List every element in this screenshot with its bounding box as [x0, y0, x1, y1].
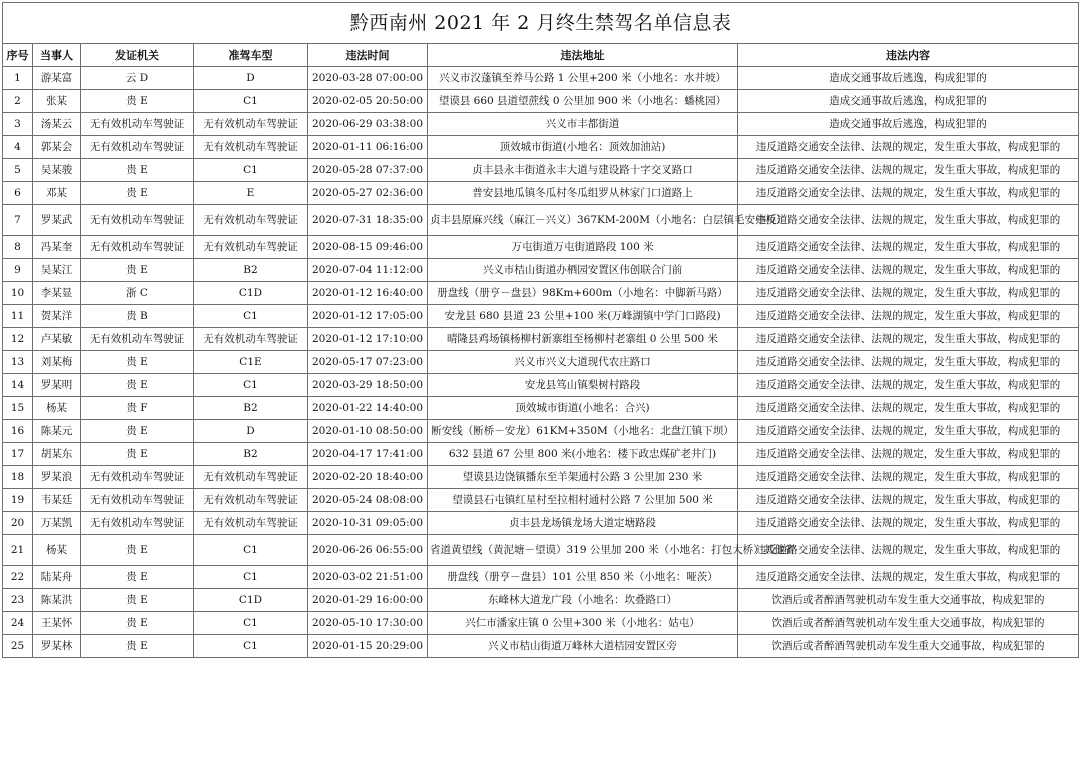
cell-content: 违反道路交通安全法律、法规的规定，发生重大事故，构成犯罪的 — [738, 466, 1079, 489]
cell-license-class: C1D — [194, 282, 308, 305]
cell-address: 晴隆县鸡场镇杨柳村新寨组至杨柳村老寨组 0 公里 500 米 — [428, 328, 738, 351]
table-row — [3, 443, 1079, 466]
cell-content: 造成交通事故后逃逸，构成犯罪的 — [738, 90, 1079, 113]
cell-name: 郭某会 — [33, 136, 81, 159]
table-row — [3, 182, 1079, 205]
cell-issuer: 贵 E — [81, 90, 194, 113]
table-row — [3, 635, 1079, 658]
cell-no: 4 — [3, 136, 33, 159]
cell-name: 刘某梅 — [33, 351, 81, 374]
cell-time: 2020-04-17 17:41:00 — [308, 443, 428, 466]
cell-address: 兴仁市潘家庄镇 0 公里+300 米（小地名：姑屯） — [428, 612, 738, 635]
table-row — [3, 420, 1079, 443]
cell-license-class: E — [194, 182, 308, 205]
cell-no: 12 — [3, 328, 33, 351]
table-row — [3, 159, 1079, 182]
cell-address: 省道黄望线（黄泥塘－望谟）319 公里加 200 米（小地名：打包大桥）其他省 — [428, 535, 738, 566]
cell-license-class: 无有效机动车驾驶证 — [194, 512, 308, 535]
cell-issuer: 贵 B — [81, 305, 194, 328]
cell-content: 违反道路交通安全法律、法规的规定，发生重大事故，构成犯罪的 — [738, 535, 1079, 566]
cell-content: 违反道路交通安全法律、法规的规定，发生重大事故，构成犯罪的 — [738, 236, 1079, 259]
cell-license-class: 无有效机动车驾驶证 — [194, 466, 308, 489]
cell-content: 违反道路交通安全法律、法规的规定，发生重大事故，构成犯罪的 — [738, 374, 1079, 397]
table-row — [3, 374, 1079, 397]
cell-issuer: 无有效机动车驾驶证 — [81, 113, 194, 136]
table-body — [3, 67, 1079, 658]
cell-name: 王某怀 — [33, 612, 81, 635]
cell-address: 望谟县 660 县道望蔗线 0 公里加 900 米（小地名：蟠桃园） — [428, 90, 738, 113]
cell-name: 杨某 — [33, 535, 81, 566]
cell-license-class: 无有效机动车驾驶证 — [194, 205, 308, 236]
table-row — [3, 589, 1079, 612]
table-row — [3, 90, 1079, 113]
cell-address: 贞丰县原麻兴线（麻江－兴义）367KM-200M（小地名：白层镇毛安中桥） — [428, 205, 738, 236]
ban-list-sheet — [2, 2, 1078, 759]
table-row — [3, 305, 1079, 328]
cell-name: 杨某 — [33, 397, 81, 420]
title-row — [3, 3, 1079, 44]
cell-name: 韦某廷 — [33, 489, 81, 512]
cell-name: 张某 — [33, 90, 81, 113]
cell-address: 兴义市丰都街道 — [428, 113, 738, 136]
table-row — [3, 282, 1079, 305]
cell-name: 游某富 — [33, 67, 81, 90]
cell-time: 2020-01-29 16:00:00 — [308, 589, 428, 612]
cell-time: 2020-01-11 06:16:00 — [308, 136, 428, 159]
table-row — [3, 205, 1079, 236]
cell-no: 17 — [3, 443, 33, 466]
header-address: 违法地址 — [428, 44, 738, 67]
cell-address: 望谟县石屯镇红星村至拉相村通村公路 7 公里加 500 米 — [428, 489, 738, 512]
cell-no: 14 — [3, 374, 33, 397]
cell-address: 东峰林大道龙广段（小地名：坎叠路口） — [428, 589, 738, 612]
cell-address: 册盘线（册亨－盘县）101 公里 850 米（小地名：哑茨） — [428, 566, 738, 589]
cell-name: 罗某林 — [33, 635, 81, 658]
table-title: 黔西南州 2021 年 2 月终生禁驾名单信息表 — [3, 3, 1079, 44]
ban-list-table — [2, 2, 1079, 658]
cell-content: 违反道路交通安全法律、法规的规定，发生重大事故，构成犯罪的 — [738, 420, 1079, 443]
cell-issuer: 贵 E — [81, 259, 194, 282]
cell-license-class: D — [194, 67, 308, 90]
cell-no: 9 — [3, 259, 33, 282]
cell-no: 20 — [3, 512, 33, 535]
table-row — [3, 328, 1079, 351]
cell-no: 2 — [3, 90, 33, 113]
cell-time: 2020-05-10 17:30:00 — [308, 612, 428, 635]
cell-name: 罗某明 — [33, 374, 81, 397]
cell-license-class: 无有效机动车驾驶证 — [194, 489, 308, 512]
cell-no: 22 — [3, 566, 33, 589]
cell-license-class: C1D — [194, 589, 308, 612]
cell-issuer: 贵 E — [81, 182, 194, 205]
cell-no: 25 — [3, 635, 33, 658]
cell-address: 贞丰县龙场镇龙场大道定塘路段 — [428, 512, 738, 535]
cell-issuer: 贵 E — [81, 351, 194, 374]
cell-content: 造成交通事故后逃逸，构成犯罪的 — [738, 113, 1079, 136]
cell-content: 违反道路交通安全法律、法规的规定，发生重大事故，构成犯罪的 — [738, 205, 1079, 236]
cell-content: 违反道路交通安全法律、法规的规定，发生重大事故，构成犯罪的 — [738, 136, 1079, 159]
cell-no: 6 — [3, 182, 33, 205]
cell-content: 违反道路交通安全法律、法规的规定，发生重大事故，构成犯罪的 — [738, 182, 1079, 205]
cell-time: 2020-03-28 07:00:00 — [308, 67, 428, 90]
cell-issuer: 贵 E — [81, 635, 194, 658]
cell-time: 2020-01-15 20:29:00 — [308, 635, 428, 658]
table-row — [3, 136, 1079, 159]
cell-time: 2020-03-02 21:51:00 — [308, 566, 428, 589]
header-time: 违法时间 — [308, 44, 428, 67]
table-row — [3, 259, 1079, 282]
header-license-class: 准驾车型 — [194, 44, 308, 67]
cell-content: 违反道路交通安全法律、法规的规定，发生重大事故，构成犯罪的 — [738, 282, 1079, 305]
cell-name: 胡某东 — [33, 443, 81, 466]
cell-issuer: 贵 E — [81, 443, 194, 466]
cell-time: 2020-01-22 14:40:00 — [308, 397, 428, 420]
cell-time: 2020-05-24 08:08:00 — [308, 489, 428, 512]
cell-license-class: C1 — [194, 374, 308, 397]
cell-content: 违反道路交通安全法律、法规的规定，发生重大事故，构成犯罪的 — [738, 328, 1079, 351]
cell-license-class: D — [194, 420, 308, 443]
cell-license-class: B2 — [194, 397, 308, 420]
cell-license-class: C1 — [194, 566, 308, 589]
cell-no: 10 — [3, 282, 33, 305]
cell-address: 断安线（断桥－安龙）61KM+350M（小地名：北盘江镇下坝） — [428, 420, 738, 443]
cell-license-class: C1 — [194, 159, 308, 182]
cell-address: 册盘线（册亨－盘县）98Km+600m（小地名：中脚新马路） — [428, 282, 738, 305]
table-row — [3, 236, 1079, 259]
cell-license-class: C1 — [194, 612, 308, 635]
cell-name: 李某显 — [33, 282, 81, 305]
cell-time: 2020-05-27 02:36:00 — [308, 182, 428, 205]
cell-name: 汤某云 — [33, 113, 81, 136]
cell-time: 2020-05-28 07:37:00 — [308, 159, 428, 182]
cell-issuer: 无有效机动车驾驶证 — [81, 136, 194, 159]
cell-license-class: 无有效机动车驾驶证 — [194, 236, 308, 259]
cell-issuer: 无有效机动车驾驶证 — [81, 512, 194, 535]
cell-address: 望谟县边饶镇播东至羊架通村公路 3 公里加 230 米 — [428, 466, 738, 489]
table-row — [3, 351, 1079, 374]
cell-issuer: 无有效机动车驾驶证 — [81, 205, 194, 236]
cell-no: 15 — [3, 397, 33, 420]
cell-time: 2020-01-12 16:40:00 — [308, 282, 428, 305]
cell-name: 罗某浪 — [33, 466, 81, 489]
cell-content: 违反道路交通安全法律、法规的规定，发生重大事故，构成犯罪的 — [738, 351, 1079, 374]
cell-address: 贞丰县永丰街道永丰大道与建设路十字交叉路口 — [428, 159, 738, 182]
table-row — [3, 512, 1079, 535]
cell-time: 2020-02-20 18:40:00 — [308, 466, 428, 489]
table-row — [3, 397, 1079, 420]
cell-name: 罗某武 — [33, 205, 81, 236]
cell-no: 1 — [3, 67, 33, 90]
table-row — [3, 535, 1079, 566]
cell-content: 违反道路交通安全法律、法规的规定，发生重大事故，构成犯罪的 — [738, 259, 1079, 282]
cell-time: 2020-06-26 06:55:00 — [308, 535, 428, 566]
cell-content: 违反道路交通安全法律、法规的规定，发生重大事故，构成犯罪的 — [738, 397, 1079, 420]
header-content: 违法内容 — [738, 44, 1079, 67]
cell-content: 饮酒后或者醉酒驾驶机动车发生重大交通事故，构成犯罪的 — [738, 589, 1079, 612]
cell-name: 陆某舟 — [33, 566, 81, 589]
cell-content: 饮酒后或者醉酒驾驶机动车发生重大交通事故，构成犯罪的 — [738, 612, 1079, 635]
cell-no: 7 — [3, 205, 33, 236]
cell-name: 吴某骏 — [33, 159, 81, 182]
table-row — [3, 489, 1079, 512]
cell-issuer: 浙 C — [81, 282, 194, 305]
cell-issuer: 贵 E — [81, 159, 194, 182]
cell-time: 2020-05-17 07:23:00 — [308, 351, 428, 374]
cell-time: 2020-01-10 08:50:00 — [308, 420, 428, 443]
cell-name: 陈某洪 — [33, 589, 81, 612]
cell-issuer: 无有效机动车驾驶证 — [81, 328, 194, 351]
cell-no: 16 — [3, 420, 33, 443]
cell-time: 2020-07-04 11:12:00 — [308, 259, 428, 282]
cell-license-class: 无有效机动车驾驶证 — [194, 328, 308, 351]
cell-content: 违反道路交通安全法律、法规的规定，发生重大事故，构成犯罪的 — [738, 566, 1079, 589]
cell-name: 邓某 — [33, 182, 81, 205]
cell-content: 违反道路交通安全法律、法规的规定，发生重大事故，构成犯罪的 — [738, 305, 1079, 328]
cell-license-class: C1 — [194, 635, 308, 658]
cell-address: 顶效城市街道(小地名：合兴) — [428, 397, 738, 420]
cell-address: 兴义市桔山街道万峰林大道桔园安置区旁 — [428, 635, 738, 658]
cell-content: 造成交通事故后逃逸，构成犯罪的 — [738, 67, 1079, 90]
cell-content: 违反道路交通安全法律、法规的规定，发生重大事故，构成犯罪的 — [738, 512, 1079, 535]
cell-license-class: B2 — [194, 443, 308, 466]
cell-license-class: C1E — [194, 351, 308, 374]
cell-name: 吴某江 — [33, 259, 81, 282]
cell-content: 违反道路交通安全法律、法规的规定，发生重大事故，构成犯罪的 — [738, 159, 1079, 182]
cell-no: 13 — [3, 351, 33, 374]
cell-license-class: B2 — [194, 259, 308, 282]
cell-content: 违反道路交通安全法律、法规的规定，发生重大事故，构成犯罪的 — [738, 443, 1079, 466]
header-row — [3, 44, 1079, 67]
cell-name: 冯某奎 — [33, 236, 81, 259]
cell-address: 兴义市桔山街道办栖园安置区伟创联合门前 — [428, 259, 738, 282]
cell-issuer: 云 D — [81, 67, 194, 90]
table-row — [3, 113, 1079, 136]
cell-content: 违反道路交通安全法律、法规的规定，发生重大事故，构成犯罪的 — [738, 489, 1079, 512]
cell-time: 2020-01-12 17:10:00 — [308, 328, 428, 351]
cell-license-class: C1 — [194, 305, 308, 328]
cell-license-class: 无有效机动车驾驶证 — [194, 113, 308, 136]
cell-name: 万某凯 — [33, 512, 81, 535]
cell-name: 陈某元 — [33, 420, 81, 443]
cell-time: 2020-02-05 20:50:00 — [308, 90, 428, 113]
table-row — [3, 466, 1079, 489]
cell-time: 2020-10-31 09:05:00 — [308, 512, 428, 535]
header-no: 序号 — [3, 44, 33, 67]
table-row — [3, 612, 1079, 635]
table-row — [3, 67, 1079, 90]
cell-issuer: 无有效机动车驾驶证 — [81, 236, 194, 259]
cell-time: 2020-08-15 09:46:00 — [308, 236, 428, 259]
cell-address: 安龙县笃山镇梨树村路段 — [428, 374, 738, 397]
header-name: 当事人 — [33, 44, 81, 67]
cell-issuer: 无有效机动车驾驶证 — [81, 466, 194, 489]
cell-time: 2020-01-12 17:05:00 — [308, 305, 428, 328]
cell-content: 饮酒后或者醉酒驾驶机动车发生重大交通事故，构成犯罪的 — [738, 635, 1079, 658]
cell-license-class: 无有效机动车驾驶证 — [194, 136, 308, 159]
cell-address: 兴义市兴义大道现代农庄路口 — [428, 351, 738, 374]
cell-name: 卢某敏 — [33, 328, 81, 351]
cell-name: 贺某洋 — [33, 305, 81, 328]
cell-no: 11 — [3, 305, 33, 328]
cell-issuer: 无有效机动车驾驶证 — [81, 489, 194, 512]
cell-issuer: 贵 E — [81, 535, 194, 566]
cell-issuer: 贵 E — [81, 420, 194, 443]
cell-no: 19 — [3, 489, 33, 512]
cell-issuer: 贵 E — [81, 566, 194, 589]
cell-address: 安龙县 680 县道 23 公里+100 米(万峰湖镇中学门口路段) — [428, 305, 738, 328]
cell-address: 632 县道 67 公里 800 米(小地名：楼下政忠煤矿老井门) — [428, 443, 738, 466]
cell-time: 2020-07-31 18:35:00 — [308, 205, 428, 236]
cell-no: 5 — [3, 159, 33, 182]
cell-license-class: C1 — [194, 90, 308, 113]
cell-no: 18 — [3, 466, 33, 489]
cell-issuer: 贵 E — [81, 612, 194, 635]
cell-issuer: 贵 F — [81, 397, 194, 420]
cell-address: 普安县地瓜镇冬瓜村冬瓜组罗从林家门口道路上 — [428, 182, 738, 205]
cell-time: 2020-03-29 18:50:00 — [308, 374, 428, 397]
cell-issuer: 贵 E — [81, 374, 194, 397]
cell-address: 万屯街道万屯街道路段 100 米 — [428, 236, 738, 259]
cell-address: 顶效城市街道(小地名：顶效加油站) — [428, 136, 738, 159]
cell-no: 21 — [3, 535, 33, 566]
cell-no: 3 — [3, 113, 33, 136]
cell-no: 23 — [3, 589, 33, 612]
header-issuer: 发证机关 — [81, 44, 194, 67]
cell-address: 兴义市㳇蓬镇至养马公路 1 公里+200 米（小地名：水井坡） — [428, 67, 738, 90]
cell-license-class: C1 — [194, 535, 308, 566]
cell-issuer: 贵 E — [81, 589, 194, 612]
table-row — [3, 566, 1079, 589]
cell-time: 2020-06-29 03:38:00 — [308, 113, 428, 136]
cell-no: 8 — [3, 236, 33, 259]
cell-no: 24 — [3, 612, 33, 635]
